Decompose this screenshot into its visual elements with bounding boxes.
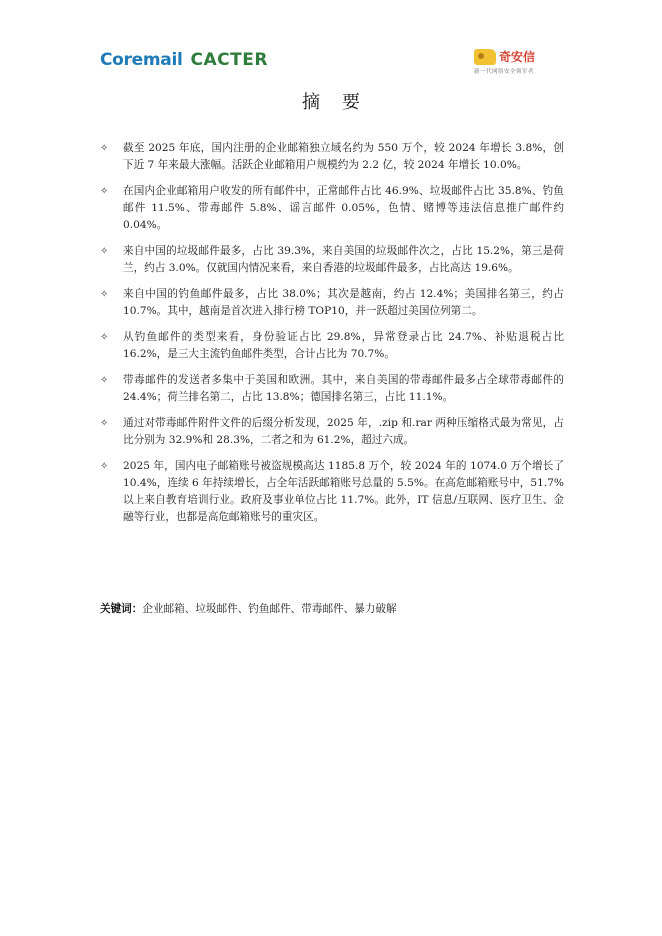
diamond-bullet-icon: ✧ xyxy=(100,289,109,300)
diamond-bullet-icon: ✧ xyxy=(100,186,109,197)
diamond-bullet-icon: ✧ xyxy=(100,332,109,343)
qianxin-mark-icon xyxy=(474,49,496,65)
summary-item xyxy=(100,140,564,174)
summary-item xyxy=(100,183,564,234)
summary-item xyxy=(100,415,564,449)
keywords-label: 关键词： xyxy=(100,603,143,615)
coremail-logo-text: Coremail xyxy=(100,50,183,70)
summary-item-text: 来自中国的垃圾邮件最多，占比 39.3%，来自美国的垃圾邮件次之，占比 15.2%，第三是荷兰，约占 3.0%。仅就国内情况来看，来自香港的垃圾邮件最多，占比高达 19.6%。 xyxy=(123,245,564,274)
diamond-bullet-icon: ✧ xyxy=(100,418,109,429)
summary-item xyxy=(100,329,564,363)
summary-item xyxy=(100,372,564,406)
summary-list xyxy=(100,140,564,535)
summary-item-text: 来自中国的钓鱼邮件最多，占比 38.0%；其次是越南，约占 12.4%；美国排名第三，约占 10.7%。其中，越南是首次进入排行榜 TOP10，并一跃超过美国位列第二。 xyxy=(123,288,564,317)
summary-item-text: 通过对带毒邮件附件文件的后缀分析发现，2025 年，.zip 和.rar 两种压缩格式最为常见，占比分别为 32.9%和 28.3%，二者之和为 61.2%，超过六成。 xyxy=(123,417,564,446)
page-title: 摘要 xyxy=(302,92,382,113)
page-header xyxy=(100,48,562,78)
summary-item-text: 2025 年，国内电子邮箱账号被盗规模高达 1185.8 万个，较 2024 年的 1074.0 万个增长了 10.4%，连续 6 年持续增长，占全年活跃邮箱账号总量的 5.5%。在高危邮箱账号中，51.7%以上来自教育培训行业。政府及事业单位占比 11.7%。此外，IT 信息/互联网、医疗卫生、金融等行业，也都是高危邮箱账号的重灾区。 xyxy=(123,460,564,523)
diamond-bullet-icon: ✧ xyxy=(100,461,109,472)
summary-item xyxy=(100,286,564,320)
keywords-text: 企业邮箱、垃圾邮件、钓鱼邮件、带毒邮件、暴力破解 xyxy=(142,603,397,615)
summary-item-text: 带毒邮件的发送者多集中于美国和欧洲。其中，来自美国的带毒邮件最多占全球带毒邮件的 24.4%；荷兰排名第二，占比 13.8%；德国排名第三，占比 11.1%。 xyxy=(123,374,564,403)
summary-item xyxy=(100,243,564,277)
diamond-bullet-icon: ✧ xyxy=(100,375,109,386)
keywords-line xyxy=(100,601,397,617)
diamond-bullet-icon: ✧ xyxy=(100,246,109,257)
qianxin-logo-text: 奇安信 xyxy=(499,50,536,64)
qianxin-tagline: 新一代网络安全领军者 xyxy=(474,69,535,75)
cacter-logo-text: CACTER xyxy=(190,50,268,70)
qianxin-logo xyxy=(462,48,562,78)
summary-item-text: 截至 2025 年底，国内注册的企业邮箱独立域名约为 550 万个，较 2024 年增长 3.8%，创下近 7 年来最大涨幅。活跃企业邮箱用户规模约为 2.2 亿，较 2024 年增长 10.0%。 xyxy=(123,142,564,171)
summary-item-text: 在国内企业邮箱用户收发的所有邮件中，正常邮件占比 46.9%、垃圾邮件占比 35.8%、钓鱼邮件 11.5%、带毒邮件 5.8%、谣言邮件 0.05%，色情、赌博等违法信息推广邮件约 0.04%。 xyxy=(123,185,564,231)
summary-item-text: 从钓鱼邮件的类型来看，身份验证占比 29.8%，异常登录占比 24.7%、补贴退税占比 16.2%，是三大主流钓鱼邮件类型，合计占比为 70.7%。 xyxy=(123,331,564,360)
summary-item xyxy=(100,458,564,526)
coremail-cacter-logo xyxy=(100,50,268,70)
diamond-bullet-icon: ✧ xyxy=(100,143,109,154)
